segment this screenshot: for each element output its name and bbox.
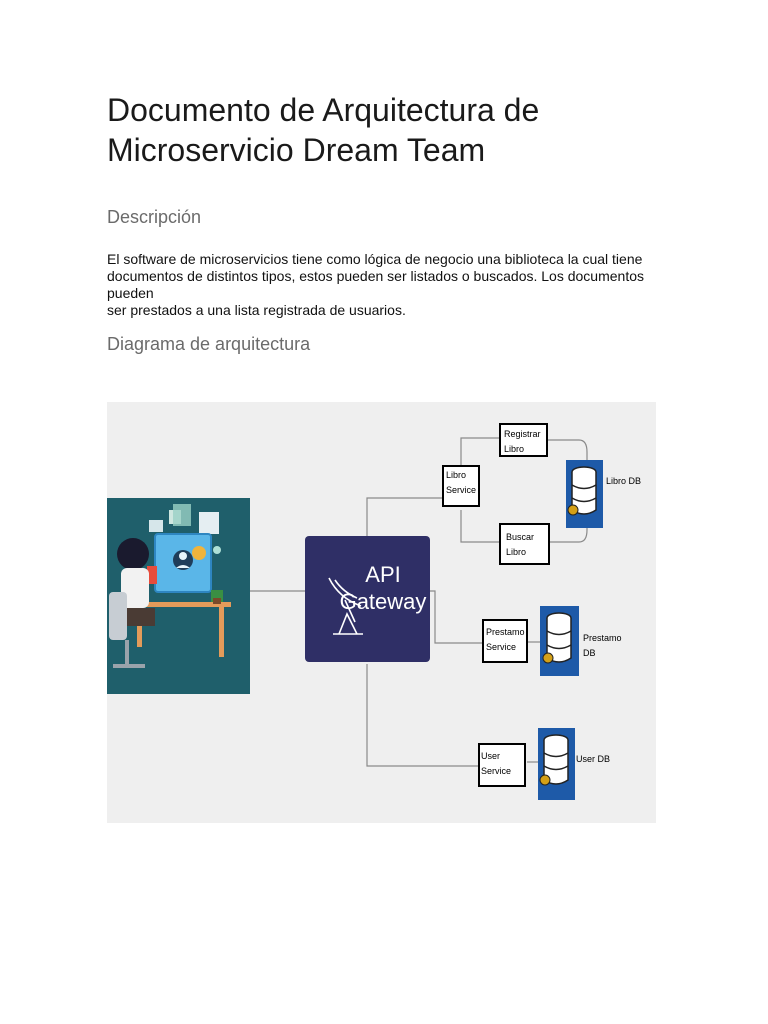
prestamo-db-label-2: DB — [583, 648, 596, 658]
title-line-1: Documento de Arquitectura de — [107, 92, 540, 128]
api-gateway-node — [305, 536, 430, 662]
prestamo-service-box — [483, 620, 527, 662]
chair-icon — [109, 592, 127, 640]
developer-illustration — [107, 498, 250, 694]
title-line-2: Microservicio Dream Team — [107, 132, 486, 168]
line-libro-registrar — [461, 438, 500, 466]
libro-db-label: Libro DB — [606, 476, 642, 486]
user-service-box — [479, 744, 525, 786]
paragraph-line-1: El software de microservicios tiene como lógica de negocio una biblioteca la cual tiene — [107, 251, 643, 267]
prestamo-service-label-1: Prestamo — [486, 627, 525, 637]
line-gateway-prestamo — [430, 591, 483, 643]
buscar-libro-box — [500, 524, 549, 564]
gateway-label-1: API — [365, 562, 401, 587]
person-head-icon — [117, 538, 149, 570]
document-title — [107, 90, 667, 170]
prestamo-db-label-1: Prestamo — [583, 633, 622, 643]
paragraph-line-4: ser prestados a una lista registrada de usuarios. — [107, 302, 406, 318]
paragraph-line-2: documentos de distintos tipos, estos pueden ser listados o buscados. Los documentos — [107, 268, 644, 284]
libro-service-label-2: Service — [446, 485, 477, 495]
libro-db-icon — [566, 460, 641, 528]
description-heading: Descripción — [107, 207, 202, 227]
user-service-label-1: User — [481, 751, 501, 761]
buscar-label-1: Buscar — [506, 532, 535, 542]
architecture-diagram — [107, 402, 656, 823]
paragraph-line-3: pueden — [107, 285, 154, 301]
user-db-icon — [538, 728, 610, 800]
floating-card-3 — [149, 520, 163, 532]
user-db-label: User DB — [576, 754, 611, 764]
line-libro-buscar — [461, 510, 500, 542]
line-gateway-user — [367, 664, 479, 766]
gateway-label-2: Gateway — [339, 589, 427, 614]
line-gateway-libro — [367, 498, 443, 536]
registrar-label-2: Libro — [504, 444, 525, 454]
prestamo-db-icon — [540, 606, 622, 676]
registrar-libro-box — [500, 424, 547, 456]
description-paragraph — [107, 251, 647, 319]
floating-card-2 — [199, 512, 219, 534]
libro-service-box — [443, 466, 479, 506]
line-registrar-db — [547, 440, 587, 460]
registrar-label-1: Registrar — [504, 429, 541, 439]
diagram-canvas — [107, 402, 656, 823]
user-service-label-2: Service — [481, 766, 512, 776]
prestamo-service-label-2: Service — [486, 642, 517, 652]
buscar-label-2: Libro — [506, 547, 527, 557]
libro-service-label-1: Libro — [446, 470, 467, 480]
diagram-heading: Diagrama de arquitectura — [107, 334, 311, 354]
